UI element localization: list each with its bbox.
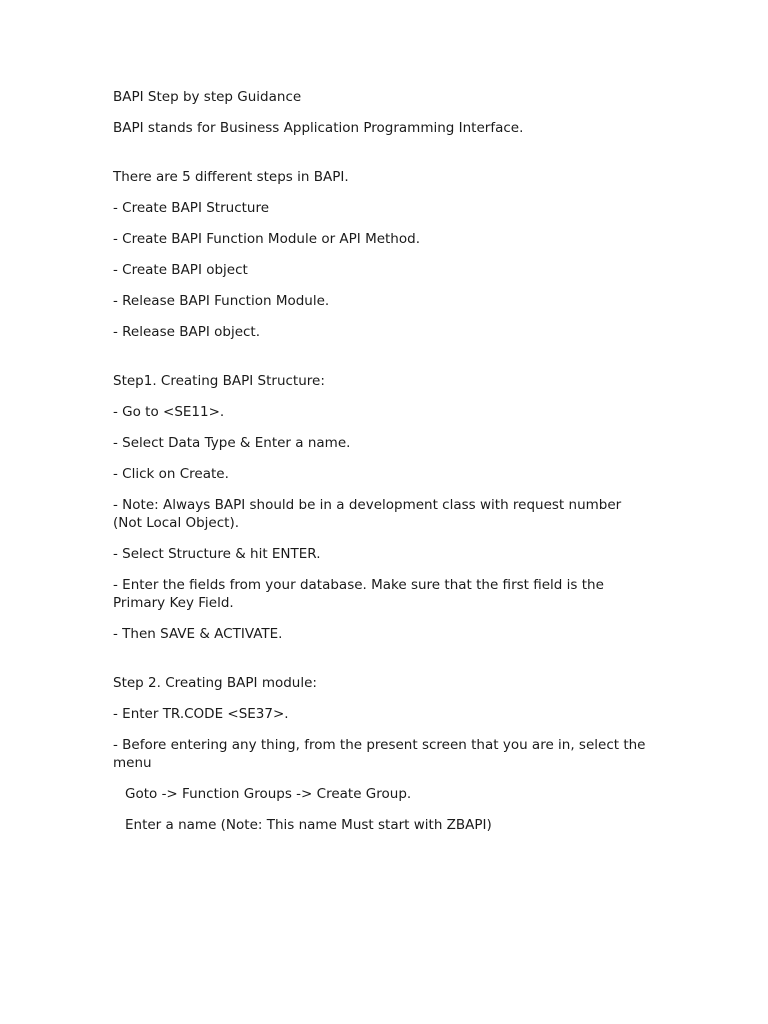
- step1-item: - Note: Always BAPI should be in a development class with request number (Not Local Object).: [113, 497, 622, 531]
- step2-item: - Enter TR.CODE <SE37>.: [113, 706, 289, 722]
- step1-item: - Select Data Type & Enter a name.: [113, 435, 351, 451]
- steps-list-item: - Release BAPI Function Module.: [113, 293, 330, 309]
- step1-item: - Click on Create.: [113, 466, 229, 482]
- document-page: [113, 88, 653, 847]
- step1-item: - Then SAVE & ACTIVATE.: [113, 626, 283, 642]
- spacer: [113, 354, 653, 372]
- step2-indented-item: Enter a name (Note: This name Must start with ZBAPI): [125, 817, 492, 833]
- step2-indented-item: Goto -> Function Groups -> Create Group.: [125, 786, 412, 802]
- step2-heading: Step 2. Creating BAPI module:: [113, 675, 317, 691]
- steps-list-item: - Create BAPI object: [113, 262, 248, 278]
- steps-list-item: - Create BAPI Function Module or API Method.: [113, 231, 420, 247]
- spacer: [113, 656, 653, 674]
- step1-item: - Go to <SE11>.: [113, 404, 225, 420]
- step1-item: - Enter the fields from your database. Make sure that the first field is the Primary Key Field.: [113, 577, 604, 611]
- intro-paragraph: BAPI stands for Business Application Programming Interface.: [113, 120, 524, 136]
- step1-item: - Select Structure & hit ENTER.: [113, 546, 321, 562]
- step2-item: - Before entering any thing, from the present screen that you are in, select the menu: [113, 737, 646, 771]
- steps-heading: There are 5 different steps in BAPI.: [113, 169, 349, 185]
- step1-heading: Step1. Creating BAPI Structure:: [113, 373, 325, 389]
- steps-list-item: - Create BAPI Structure: [113, 200, 270, 216]
- spacer: [113, 150, 653, 168]
- document-title: BAPI Step by step Guidance: [113, 89, 302, 105]
- steps-list-item: - Release BAPI object.: [113, 324, 261, 340]
